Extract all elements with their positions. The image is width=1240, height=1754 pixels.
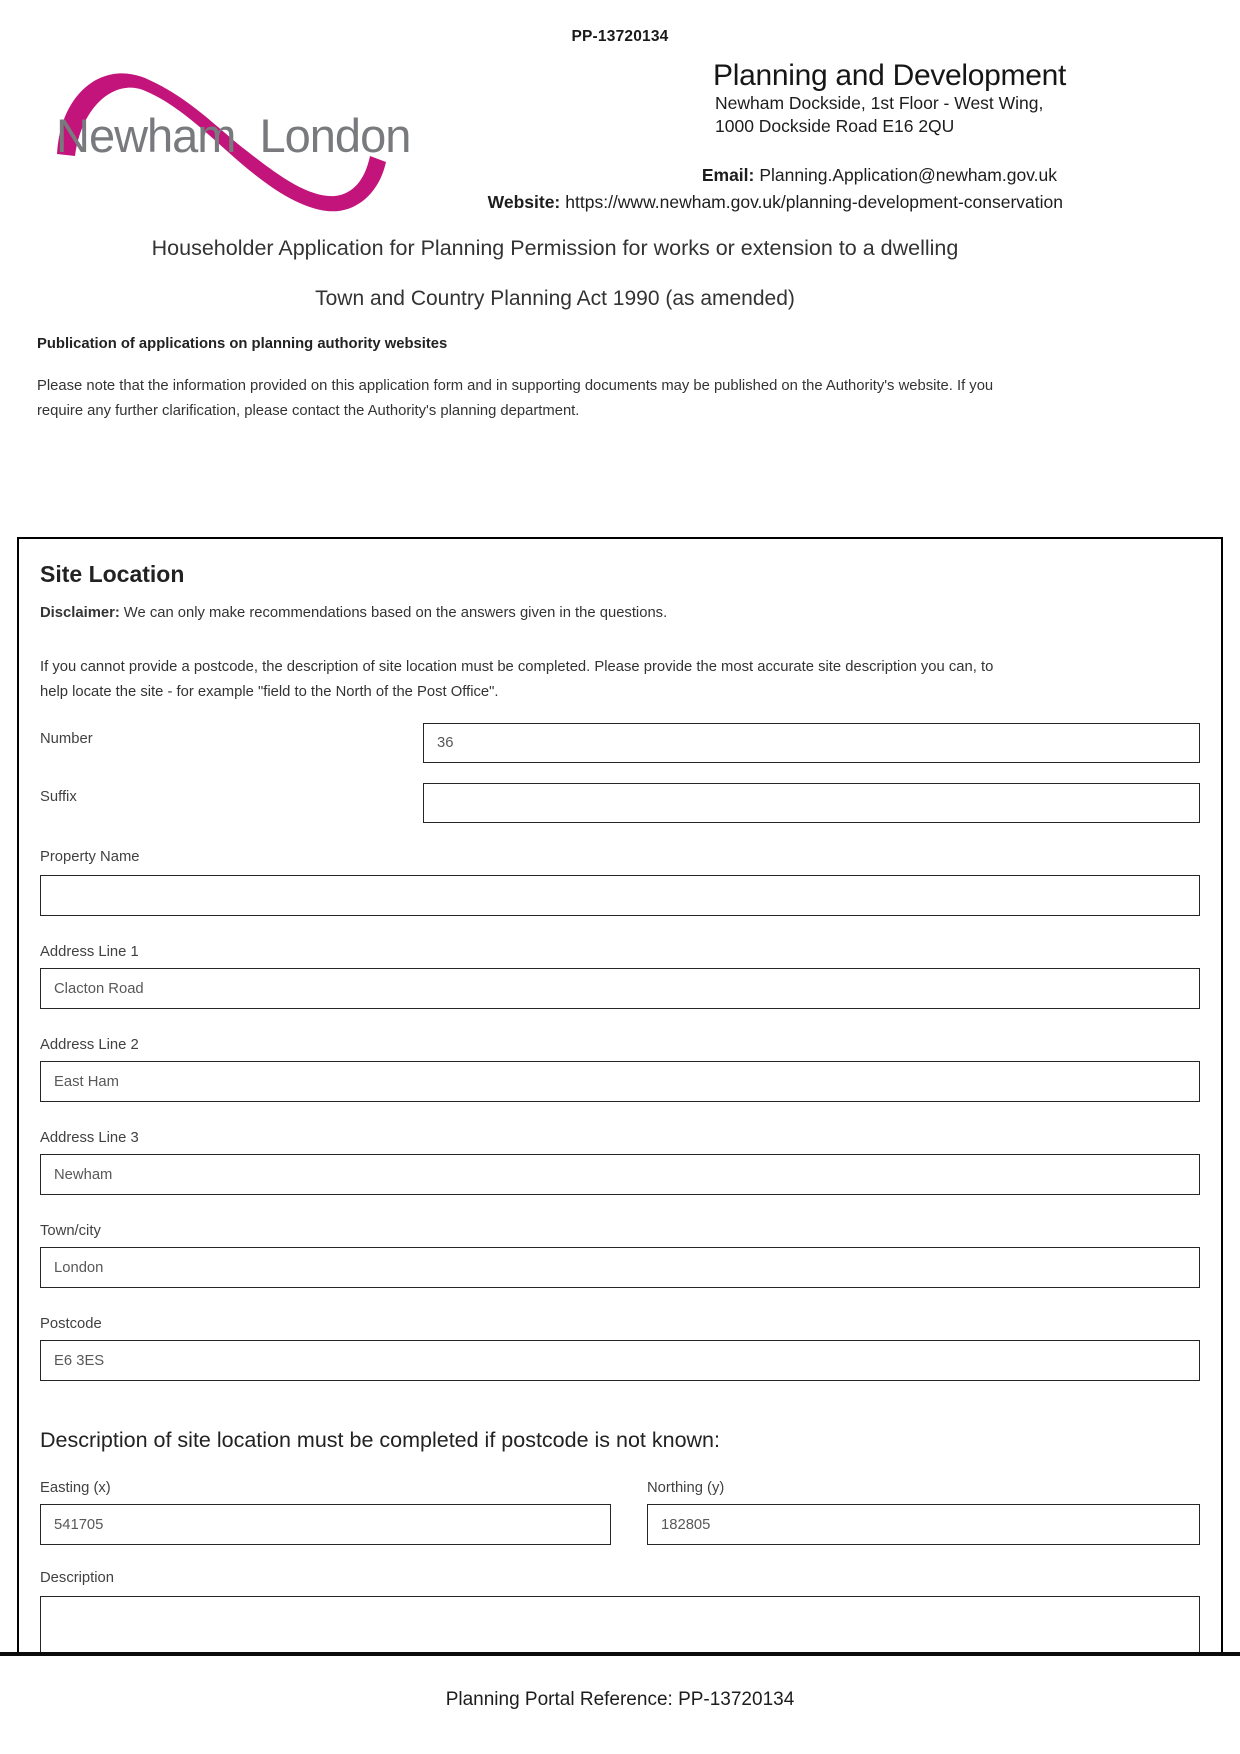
department-address <box>715 92 1043 137</box>
postcode-field[interactable]: E6 3ES <box>40 1340 1200 1381</box>
postcode-guidance-note <box>40 655 993 705</box>
site-location-section <box>17 537 1223 1652</box>
postcode-guidance-line: If you cannot provide a postcode, the description of site location must be completed. Please provide the most accurate site description you can, to <box>40 659 994 675</box>
address-line-3-label: Address Line 3 <box>40 1130 139 1146</box>
easting-label: Easting (x) <box>40 1480 111 1496</box>
section-title: Site Location <box>40 561 185 587</box>
northing-field[interactable]: 182805 <box>647 1504 1200 1545</box>
number-label: Number <box>40 731 93 747</box>
disclaimer-text: We can only make recommendations based on the answers given in the questions. <box>123 605 668 621</box>
form-act-subtitle: Town and Country Planning Act 1990 (as amended) <box>315 287 795 310</box>
address-line-1-field[interactable]: Clacton Road <box>40 968 1200 1009</box>
suffix-field[interactable] <box>423 783 1200 823</box>
publication-heading: Publication of applications on planning authority websites <box>37 336 448 352</box>
town-city-field[interactable]: London <box>40 1247 1200 1288</box>
address-line-2-field[interactable]: East Ham <box>40 1061 1200 1102</box>
address-line-2-label: Address Line 2 <box>40 1037 139 1053</box>
newham-london-logo <box>55 58 411 220</box>
publication-note-line: Please note that the information provided on this application form and in supporting documents may be published on the Authority's website. If you <box>37 378 994 394</box>
publication-note <box>37 374 993 423</box>
postcode-label: Postcode <box>40 1316 102 1332</box>
contact-website-row <box>488 192 1063 213</box>
top-reference: PP-13720134 <box>571 28 669 45</box>
suffix-label: Suffix <box>40 789 77 805</box>
description-requirement-heading: Description of site location must be completed if postcode is not known: <box>40 1428 720 1452</box>
website-label: Website: <box>487 192 561 212</box>
publication-note-line: require any further clarification, please contact the Authority's planning department. <box>37 402 580 419</box>
address-line: 1000 Dockside Road E16 2QU <box>715 115 955 136</box>
logo-wordmark: Newham London <box>56 109 411 162</box>
easting-field[interactable]: 541705 <box>40 1504 611 1545</box>
department-title: Planning and Development <box>713 59 1067 92</box>
disclaimer <box>40 605 667 621</box>
website-url: https://www.newham.gov.uk/planning-development-conservation <box>565 192 1063 212</box>
footer-portal-reference: Planning Portal Reference: PP-13720134 <box>445 1689 795 1710</box>
number-field[interactable]: 36 <box>423 723 1200 763</box>
form-title: Householder Application for Planning Permission for works or extension to a dwelling <box>151 236 959 260</box>
disclaimer-label: Disclaimer: <box>40 605 120 621</box>
northing-label: Northing (y) <box>647 1480 725 1496</box>
property-name-field[interactable] <box>40 875 1200 916</box>
email-label: Email: <box>701 165 755 185</box>
description-label: Description <box>40 1570 115 1586</box>
postcode-guidance-line: help locate the site - for example "field to the North of the Post Office". <box>40 684 499 700</box>
address-line: Newham Dockside, 1st Floor - West Wing, <box>715 93 1044 113</box>
address-line-1-label: Address Line 1 <box>40 944 139 960</box>
property-name-label: Property Name <box>40 849 140 865</box>
page-break-rule <box>0 1652 1240 1656</box>
town-city-label: Town/city <box>40 1223 101 1239</box>
contact-email-row <box>702 165 1057 186</box>
email-address: Planning.Application@newham.gov.uk <box>759 165 1057 185</box>
address-line-3-field[interactable]: Newham <box>40 1154 1200 1195</box>
description-field[interactable] <box>40 1596 1200 1652</box>
